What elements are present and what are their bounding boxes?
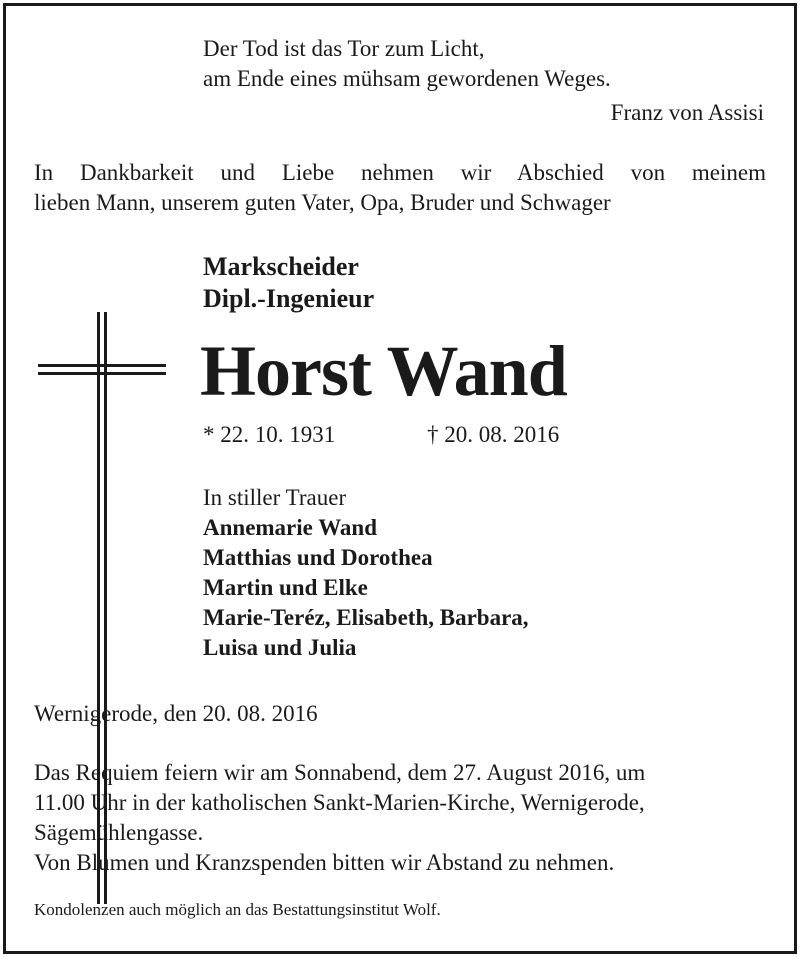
intro-line-2: lieben Mann, unserem guten Vater, Opa, Bruder und Schwager: [34, 190, 611, 215]
service-line-2: 11.00 Uhr in der katholischen Sankt-Marien-Kirche, Wernigerode,: [34, 790, 645, 815]
service-line-3: Sägemühlengasse.: [34, 820, 204, 845]
condolence-note: Kondolenzen auch möglich an das Bestattungsinstitut Wolf.: [34, 900, 441, 919]
mourner-name: Matthias und Dorothea: [203, 545, 433, 570]
service-line-4: Von Blumen und Kranzspenden bitten wir Abstand zu nehmen.: [34, 850, 615, 875]
mourner-name: Martin und Elke: [203, 575, 368, 600]
mourner-name: Marie-Teréz, Elisabeth, Barbara,: [203, 605, 529, 630]
quote-author: Franz von Assisi: [610, 100, 764, 125]
mourner-name: Luisa und Julia: [203, 635, 357, 660]
deceased-name: Horst Wand: [200, 331, 567, 411]
deceased-title-1: Markscheider: [203, 252, 359, 281]
birth-date: * 22. 10. 1931: [203, 422, 336, 447]
intro-paragraph: [34, 158, 766, 218]
mourners-heading: In stiller Trauer: [203, 485, 347, 510]
quote-line-2: am Ende eines mühsam gewordenen Weges.: [203, 66, 611, 91]
deceased-title-2: Dipl.-Ingenieur: [203, 284, 375, 313]
place-date: Wernigerode, den 20. 08. 2016: [34, 701, 318, 726]
quote-line-1: Der Tod ist das Tor zum Licht,: [203, 36, 485, 61]
service-line-1: Das Requiem feiern wir am Sonnabend, dem 27. August 2016, um: [34, 760, 646, 785]
intro-line-1: In Dankbarkeit und Liebe nehmen wir Abschied von meinem: [34, 160, 766, 185]
mourner-name: Annemarie Wand: [203, 515, 378, 540]
death-date: † 20. 08. 2016: [427, 422, 560, 447]
